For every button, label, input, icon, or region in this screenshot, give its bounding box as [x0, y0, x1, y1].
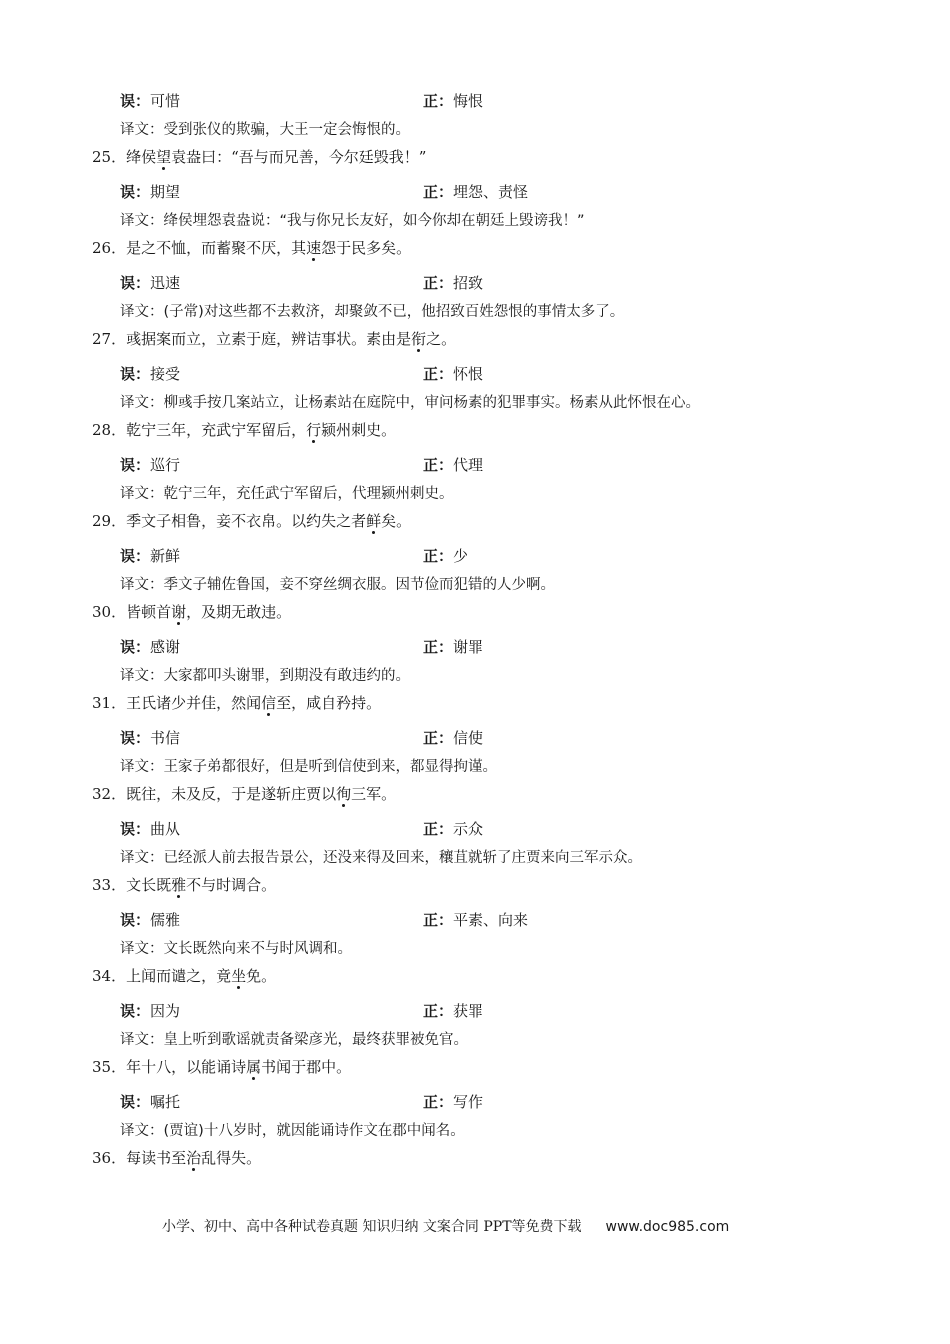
wrong-label: 误： — [120, 638, 151, 656]
question-line — [92, 875, 276, 895]
translation-line: 译文：季文子辅佐鲁国，妾不穿丝绸衣服。因节俭而犯错的人少啊。 — [120, 577, 555, 593]
translation-line: 译文：(子常)对这些都不去救济，却聚敛不已，他招致百姓怨恨的事情太多了。 — [120, 304, 625, 320]
translation-line: 译文：绛侯埋怨袁盎说：“我与你兄长友好，如今你却在朝廷上毁谤我！” — [120, 213, 585, 229]
question-text: ，及期无敢违。 — [186, 603, 292, 621]
question-number: 34． — [92, 967, 127, 985]
page-footer — [162, 1216, 729, 1236]
wrong-value: 嘱托 — [150, 1093, 181, 1111]
wrong-answer — [120, 182, 180, 202]
wrong-answer — [120, 91, 180, 111]
right-answer — [423, 819, 483, 839]
question-number: 27． — [92, 330, 127, 348]
wrong-value: 巡行 — [150, 456, 181, 474]
key-character: 衔 — [411, 330, 427, 348]
question-text: 绛侯 — [126, 148, 157, 166]
wrong-answer — [120, 819, 180, 839]
wrong-value: 儒雅 — [150, 911, 181, 929]
right-value: 写作 — [453, 1093, 484, 1111]
question-line — [92, 784, 396, 804]
right-answer — [423, 1092, 483, 1112]
question-text: 颍州刺史。 — [321, 421, 397, 439]
question-text: 怨于民多矣。 — [321, 239, 412, 257]
right-label: 正： — [423, 911, 454, 929]
translation-line: 译文：柳彧手按几案站立，让杨素站在庭院中，审问杨素的犯罪事实。杨素从此怀恨在心。 — [120, 395, 700, 411]
wrong-value: 新鲜 — [150, 547, 181, 565]
wrong-value: 曲从 — [150, 820, 181, 838]
question-number: 33． — [92, 876, 127, 894]
right-value: 埋怨、责怪 — [453, 183, 529, 201]
right-label: 正： — [423, 820, 454, 838]
wrong-answer — [120, 1001, 180, 1021]
wrong-label: 误： — [120, 365, 151, 383]
right-label: 正： — [423, 1002, 454, 1020]
right-label: 正： — [423, 274, 454, 292]
question-line — [92, 602, 291, 622]
right-answer — [423, 546, 468, 566]
wrong-value: 期望 — [150, 183, 181, 201]
question-text: 不与时调合。 — [186, 876, 277, 894]
right-value: 悔恨 — [453, 92, 484, 110]
question-text: 之。 — [426, 330, 457, 348]
question-text: 免。 — [246, 967, 277, 985]
footer-text: 小学、初中、高中各种试卷真题 知识归纳 文案合同 PPT等免费下载 — [162, 1219, 582, 1235]
right-label: 正： — [423, 456, 454, 474]
right-value: 信使 — [453, 729, 484, 747]
question-number: 35． — [92, 1058, 127, 1076]
translation-line: 译文：受到张仪的欺骗，大王一定会悔恨的。 — [120, 122, 410, 138]
right-label: 正： — [423, 1093, 454, 1111]
key-character: 行 — [306, 421, 322, 439]
right-answer — [423, 364, 483, 384]
right-label: 正： — [423, 729, 454, 747]
question-line — [92, 329, 456, 349]
wrong-value: 可惜 — [150, 92, 181, 110]
right-answer — [423, 728, 483, 748]
question-text: 矣。 — [381, 512, 412, 530]
question-text: 王氏诸少并佳，然闻 — [126, 694, 262, 712]
wrong-label: 误： — [120, 92, 151, 110]
key-character: 望 — [156, 148, 172, 166]
question-number: 32． — [92, 785, 127, 803]
question-line — [92, 147, 426, 167]
question-line — [92, 1057, 351, 1077]
question-text: 文长既 — [126, 876, 172, 894]
wrong-label: 误： — [120, 729, 151, 747]
key-character: 速 — [306, 239, 322, 257]
question-text: 彧据案而立，立素于庭，辨诘事状。素由是 — [126, 330, 412, 348]
wrong-answer — [120, 273, 180, 293]
question-line — [92, 966, 276, 986]
wrong-answer — [120, 364, 180, 384]
translation-line: 译文：已经派人前去报告景公，还没来得及回来，穰苴就斩了庄贾来向三军示众。 — [120, 850, 642, 866]
key-character: 治 — [186, 1149, 202, 1167]
translation-line: 译文：皇上听到歌谣就责备梁彦光，最终获罪被免官。 — [120, 1032, 468, 1048]
right-value: 示众 — [453, 820, 484, 838]
key-character: 属 — [246, 1058, 262, 1076]
translation-line: 译文：大家都叩头谢罪，到期没有敢违约的。 — [120, 668, 410, 684]
wrong-value: 因为 — [150, 1002, 181, 1020]
right-value: 谢罪 — [453, 638, 484, 656]
wrong-label: 误： — [120, 820, 151, 838]
wrong-label: 误： — [120, 183, 151, 201]
wrong-value: 书信 — [150, 729, 181, 747]
question-number: 31． — [92, 694, 127, 712]
right-value: 招致 — [453, 274, 484, 292]
wrong-answer — [120, 637, 180, 657]
wrong-label: 误： — [120, 547, 151, 565]
right-value: 代理 — [453, 456, 484, 474]
key-character: 坐 — [231, 967, 247, 985]
key-character: 信 — [261, 694, 277, 712]
key-character: 雅 — [171, 876, 187, 894]
question-text: 袁盎曰：“吾与而兄善，今尔廷毁我！” — [171, 148, 427, 166]
question-number: 25． — [92, 148, 127, 166]
wrong-label: 误： — [120, 1093, 151, 1111]
right-label: 正： — [423, 547, 454, 565]
question-text: 每读书至 — [126, 1149, 187, 1167]
translation-line: 译文：文长既然向来不与时风调和。 — [120, 941, 352, 957]
question-line — [92, 420, 396, 440]
wrong-answer — [120, 546, 180, 566]
question-text: 上闻而谴之，竟 — [126, 967, 232, 985]
key-character: 谢 — [171, 603, 187, 621]
right-answer — [423, 273, 483, 293]
right-value: 少 — [453, 547, 469, 565]
footer-url[interactable]: www.doc985.com — [605, 1219, 730, 1235]
right-answer — [423, 455, 483, 475]
right-answer — [423, 637, 483, 657]
right-label: 正： — [423, 365, 454, 383]
right-value: 获罪 — [453, 1002, 484, 1020]
question-line — [92, 1148, 261, 1168]
wrong-answer — [120, 728, 180, 748]
wrong-answer — [120, 910, 180, 930]
wrong-label: 误： — [120, 456, 151, 474]
right-value: 平素、向来 — [453, 911, 529, 929]
question-line — [92, 511, 411, 531]
question-number: 36． — [92, 1149, 127, 1167]
wrong-value: 接受 — [150, 365, 181, 383]
wrong-value: 迅速 — [150, 274, 181, 292]
right-answer — [423, 910, 528, 930]
right-answer — [423, 182, 528, 202]
key-character: 鲜 — [366, 512, 382, 530]
key-character: 徇 — [336, 785, 352, 803]
question-text: 乾宁三年，充武宁军留后， — [126, 421, 307, 439]
right-answer — [423, 1001, 483, 1021]
question-text: 三军。 — [351, 785, 397, 803]
wrong-answer — [120, 455, 180, 475]
question-text: 是之不恤，而蓄聚不厌，其 — [126, 239, 307, 257]
question-text: 乱得失。 — [201, 1149, 262, 1167]
right-label: 正： — [423, 92, 454, 110]
question-text: 年十八，以能诵诗 — [126, 1058, 247, 1076]
question-line — [92, 238, 411, 258]
question-text: 皆顿首 — [126, 603, 172, 621]
right-answer — [423, 91, 483, 111]
wrong-label: 误： — [120, 274, 151, 292]
wrong-answer — [120, 1092, 180, 1112]
question-text: 既往，未及反，于是遂斩庄贾以 — [126, 785, 337, 803]
right-value: 怀恨 — [453, 365, 484, 383]
translation-line: 译文：乾宁三年，充任武宁军留后，代理颍州刺史。 — [120, 486, 454, 502]
question-number: 28． — [92, 421, 127, 439]
question-number: 29． — [92, 512, 127, 530]
question-number: 26． — [92, 239, 127, 257]
wrong-label: 误： — [120, 1002, 151, 1020]
translation-line: 译文：王家子弟都很好，但是听到信使到来，都显得拘谨。 — [120, 759, 497, 775]
translation-line: 译文：(贾谊)十八岁时，就因能诵诗作文在郡中闻名。 — [120, 1123, 465, 1139]
wrong-value: 感谢 — [150, 638, 181, 656]
question-number: 30． — [92, 603, 127, 621]
question-text: 至，咸自矜持。 — [276, 694, 382, 712]
right-label: 正： — [423, 638, 454, 656]
right-label: 正： — [423, 183, 454, 201]
question-line — [92, 693, 381, 713]
wrong-label: 误： — [120, 911, 151, 929]
question-text: 季文子相鲁，妾不衣帛。以约失之者 — [126, 512, 367, 530]
question-text: 书闻于郡中。 — [261, 1058, 352, 1076]
